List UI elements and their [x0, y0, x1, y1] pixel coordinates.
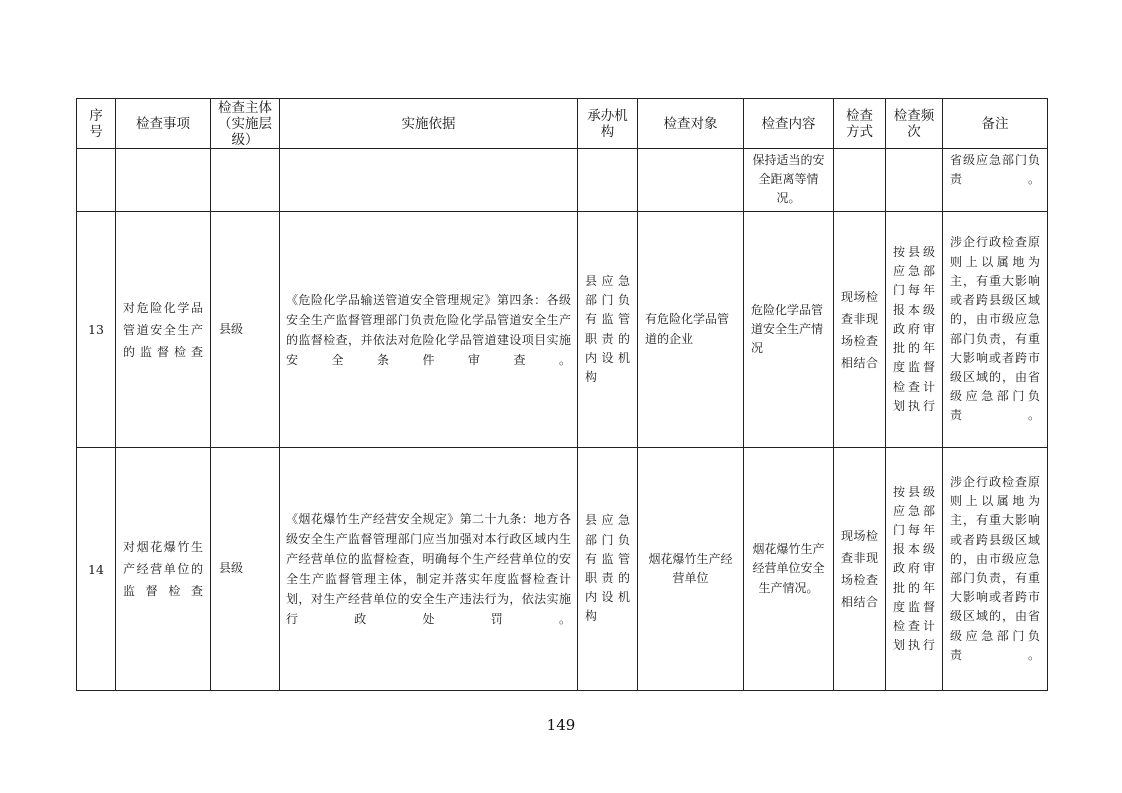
row-target-cell [638, 212, 744, 448]
row-basis: 《危险化学品输送管道安全管理规定》第四条：各级安全生产监督管理部门负责危险化学品管道安全生产的监督检查，并依法对危险化学品管道建设项目实施安全条件审查。 [286, 292, 571, 367]
row-note-cell [943, 212, 1048, 448]
row-method-cell [834, 212, 886, 448]
header-content: 检查内容 [744, 99, 834, 149]
row-seq: 14 [77, 448, 116, 691]
row-subject: 县级 [219, 321, 244, 336]
cont-target-cell [638, 149, 744, 212]
row-basis-cell [280, 212, 578, 448]
inspection-table [76, 98, 1048, 691]
row-seq: 13 [77, 212, 116, 448]
header-method: 检查方式 [834, 99, 886, 149]
cont-note-cell [943, 149, 1048, 212]
row-item-cell [116, 448, 211, 691]
row-content: 烟花爆竹生产经营单位安全生产情况。 [752, 542, 825, 595]
cont-agency-cell [578, 149, 638, 212]
row-agency-cell [578, 212, 638, 448]
row-item: 对烟花爆竹生产经营单位的监督检查 [123, 540, 203, 598]
row-note: 涉企行政检查原则上以属地为主，有重大影响或者跨县级区域的，由市级应急部门负责，有重大影响或者跨市级区域的，由省级应急部门负责。 [950, 474, 1040, 662]
row-agency: 县应急部门负有监管职责的内设机构 [585, 513, 630, 624]
row-target: 烟花爆竹生产经营单位 [648, 551, 733, 585]
header-frequency: 检查频次 [886, 99, 943, 149]
cont-item-cell [116, 149, 211, 212]
row-basis: 《烟花爆竹生产经营安全规定》第二十九条：地方各级安全生产监督管理部门应当加强对本行政区域内生产经营单位的监督检查，明确每个生产经营单位的安全生产监督管理主体，制定并落实年度监督检查计划，对生产经营单位的安全生产违法行为，依法实施行政处罚。 [286, 512, 571, 626]
row-note-cell [943, 448, 1048, 691]
row-frequency-cell [886, 448, 943, 691]
cont-content-text: 保持适当的安全距离等情况。 [752, 153, 825, 206]
header-agency: 承办机构 [578, 99, 638, 149]
cont-note-text: 省级应急部门负责。 [950, 153, 1040, 187]
row-agency: 县应急部门负有监管职责的内设机构 [585, 273, 630, 384]
cont-content-cell [744, 149, 834, 212]
row-target: 有危险化学品管道的企业 [645, 312, 730, 346]
row-subject-cell [211, 448, 280, 691]
row-method: 现场检查非现场检查相结合 [841, 529, 878, 609]
row-agency-cell [578, 448, 638, 691]
row-method-cell [834, 448, 886, 691]
row-method: 现场检查非现场检查相结合 [841, 289, 878, 370]
row-frequency: 按县级应急部门每年报本级政府审批的年度监督检查计划执行 [893, 245, 935, 413]
row-item-cell [116, 212, 211, 448]
table-header-row [77, 99, 1048, 149]
row-basis-cell [280, 448, 578, 691]
header-item: 检查事项 [116, 99, 211, 149]
header-target: 检查对象 [638, 99, 744, 149]
header-note: 备注 [943, 99, 1048, 149]
row-subject-cell [211, 212, 280, 448]
table-row [77, 212, 1048, 448]
row-frequency-cell [886, 212, 943, 448]
row-target-cell [638, 448, 744, 691]
row-note: 涉企行政检查原则上以属地为主，有重大影响或者跨县级区域的，由市级应急部门负责，有重大影响或者跨市级区域的，由省级应急部门负责。 [950, 235, 1040, 423]
cont-seq-cell [77, 149, 116, 212]
cont-basis-cell [280, 149, 578, 212]
row-content-cell [744, 448, 834, 691]
page-number: 149 [546, 716, 576, 734]
cont-frequency-cell [886, 149, 943, 212]
row-frequency: 按县级应急部门每年报本级政府审批的年度监督检查计划执行 [893, 484, 935, 653]
row-item: 对危险化学品管道安全生产的监督检查 [123, 300, 203, 359]
cont-method-cell [834, 149, 886, 212]
table-row-continuation [77, 149, 1048, 212]
header-basis: 实施依据 [280, 99, 578, 149]
row-content: 危险化学品管道安全生产情况 [751, 302, 824, 356]
table-row [77, 448, 1048, 691]
header-seq: 序号 [77, 99, 116, 149]
header-subject: 检查主体（实施层级） [211, 99, 280, 149]
row-content-cell [744, 212, 834, 448]
row-subject: 县级 [219, 561, 244, 576]
cont-subject-cell [211, 149, 280, 212]
